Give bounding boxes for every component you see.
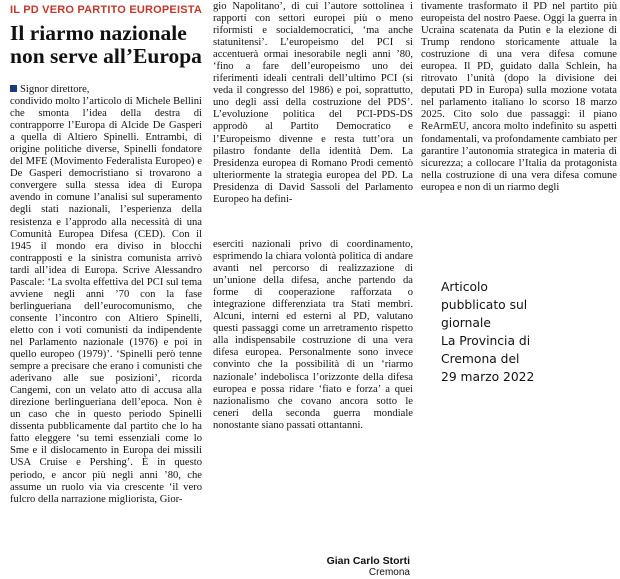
article-kicker: IL PD VERO PARTITO EUROPEISTA: [10, 4, 203, 16]
article-column-2: gio Napolitano’, di cui l’autore sottolinea i rapporti con settori europei più o meno riformisti e socialdemocratici, ‘ma anche statunitensi’. L’europeismo del PCI si accentuerà ormai inesorabile negli anni ’80, ‘fino a fare dell’europeismo uno dei riferimenti ideali centrali dell’ultimo PCI (si veda il congresso del 1986) e poi, soprattutto, uno degli assi della costruzione del PDS’. L’evoluzione politica del PCI-PDS-DS approdò al Partito Democratico e l’Europeismo divenne e resta tutt’ora un pilastro fondante della identità Dem. La Presidenza europea di Romano Prodi cementò ulteriormente la strategia europea del PD. La Presidenza di David Sassoli del Parlamento Europeo ha defini-: [213, 1, 413, 205]
article-column-4: eserciti nazionali privo di coordinamento, esprimendo la chiara volontà politica di andare avanti nel percorso di realizzazione di un’unione della difesa, anche partendo da forme di cooperazione rafforzata o integrazione differenziata tra Stati membri. Alcuni, interni ed esterni al PD, valutano questi passaggi come un arretramento rispetto alla indispensabile costruzione di una vera difesa europea. Personalmente sono invece convinto che la possibilità di un ‘riarmo nazionale’ indebolisca l’orizzonte della difesa europea e possa ridare ‘fiato e forza’ a quei nazionalismo che covano ancora sotto le ceneri della seconda guerra mondiale nonostante siano passati ottantanni.: [213, 239, 413, 431]
note-line-4: La Provincia di: [441, 334, 531, 348]
author-city: Cremona: [368, 567, 410, 578]
note-line-3: giornale: [441, 316, 491, 330]
lead-square-icon: [10, 85, 17, 92]
publication-note: [441, 278, 611, 386]
note-line-5: Cremona del: [441, 352, 520, 366]
article-headline: Il riarmo nazionale non serve all’Europa: [10, 21, 202, 68]
note-line-2: pubblicato sul: [441, 298, 528, 312]
article-column-3: tivamente trasformato il PD nel partito più europeista del nostro Paese. Oggi la guerra in Ucraina scatenata da Putin e la elezione di Trump rendono storicamente attuale la costruzione di una vera difesa comune europea. Il PD, guidato dalla Schlein, ha ritrovato l’unità (dopo la divisione dei deputati PD in Europa) sulla mozione votata nel parlamento italiano lo scorso 18 marzo 2025. Cito solo due passaggi: il piano ReArmEU, ancora molto indefinito su aspetti fondamentali, va profondamente cambiato per garantire l’autonomia strategica in materia di sicurezza; a collocare l’Italia da protagonista nella costruzione di una vera difesa comune europea e non di un riarmo degli: [421, 1, 617, 193]
signature-block: [298, 555, 410, 579]
salutation: Signor direttore,: [20, 84, 90, 95]
column-1-text: condivido molto l’articolo di Michele Bellini che smonta l’idea della destra di contrapporre l’Europa di Alcide De Gasperi a quella di Altiero Spinelli. Entrambi, di origine politiche diverse, Spinelli fondatore del MFE (Movimento Federalista Europeo) e De Gasperi democristiano si trovarono a convergere sulla stessa idea di Europa avendo in comune l’analisi sul superamento degli stati nazionali, l’esperienza della resistenza e l’approdo alla necessità di una Comunità Europea Difesa (CED). Con il 1945 il mondo era diviso in blocchi contrapposti e la sinistra comunista arrivò tardi all’idea di Europa. Scrive Alessandro Pascale: ‘La svolta effettiva del PCI sul tema avviene negli anni ’70 con la fase berlingueriana dell’eurocomunismo, che consente l’incontro con Altiero Spinelli, eletto con i voti comunisti da indipendente nel Parlamento nazionale (1976) e poi in quello europeo (1979)’. ‘Spinelli però tenne sempre a precisare che erano i comunisti che aderivano alle sue posizioni’, ricorda Cangemi, con un velato atto di accusa alla direzione berlingueriana dell’epoca. Non è un caso che in questo periodo Spinelli dissenta pubblicamente dal partito che lo ha fatto eleggere ‘su temi essenziali come lo Sme e il dislocamento in Europa dei missili USA Cruise e Pershing’. È in questo periodo, e ancor più negli anni ’80, che assume un ruolo via via crescente ‘il vero fulcro della narrazione migliorista, Gior-: [10, 96, 202, 505]
author-name: Gian Carlo Storti: [326, 555, 410, 567]
note-line-6: 29 marzo 2022: [441, 370, 535, 384]
note-line-1: Articolo: [441, 280, 488, 294]
article-column-1: [10, 84, 202, 506]
